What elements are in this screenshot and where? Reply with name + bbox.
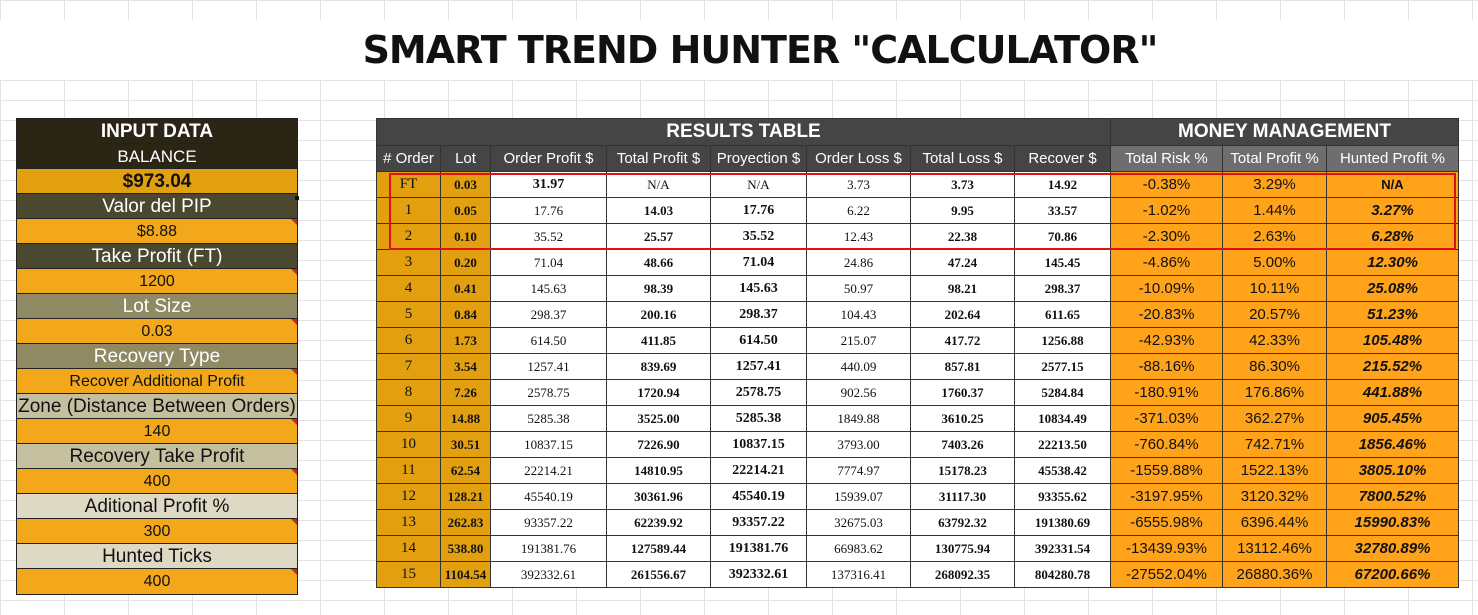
- order-cell[interactable]: 13: [377, 510, 441, 536]
- total-risk-cell[interactable]: -4.86%: [1111, 250, 1223, 276]
- input-data-panel: [16, 118, 298, 595]
- lot-cell[interactable]: 538.80: [441, 536, 491, 562]
- lot-cell[interactable]: 7.26: [441, 380, 491, 406]
- total-loss-cell[interactable]: 3610.25: [911, 406, 1015, 432]
- order-loss-cell[interactable]: 440.09: [807, 354, 911, 380]
- lot-size-cell[interactable]: 0.03: [17, 319, 297, 344]
- table-row: [377, 458, 1459, 484]
- table-row: [377, 432, 1459, 458]
- proyection-cell[interactable]: 10837.15: [711, 432, 807, 458]
- total-profit-col-header: Total Profit $: [607, 146, 711, 172]
- order-profit-cell[interactable]: 17.76: [491, 198, 607, 224]
- table-row: [377, 328, 1459, 354]
- total-profit-cell[interactable]: 200.16: [607, 302, 711, 328]
- order-loss-cell[interactable]: 3793.00: [807, 432, 911, 458]
- total-risk-col-header: Total Risk %: [1111, 146, 1223, 172]
- lot-cell[interactable]: 14.88: [441, 406, 491, 432]
- total-profit-cell[interactable]: 261556.67: [607, 562, 711, 588]
- hunted-profit-cell[interactable]: 1856.46%: [1327, 432, 1459, 458]
- proyection-cell[interactable]: 392332.61: [711, 562, 807, 588]
- total-loss-cell[interactable]: 268092.35: [911, 562, 1015, 588]
- money-management-header: MONEY MANAGEMENT: [1111, 119, 1459, 146]
- order-profit-cell[interactable]: 93357.22: [491, 510, 607, 536]
- lot-cell[interactable]: 0.03: [441, 172, 491, 198]
- total-profit-cell[interactable]: 127589.44: [607, 536, 711, 562]
- hunted-ticks-label: Hunted Ticks: [17, 544, 297, 569]
- order-profit-cell[interactable]: 71.04: [491, 250, 607, 276]
- total-loss-cell[interactable]: 98.21: [911, 276, 1015, 302]
- order-profit-cell[interactable]: 2578.75: [491, 380, 607, 406]
- total-profit-pct-cell[interactable]: 6396.44%: [1223, 510, 1327, 536]
- total-profit-pct-cell[interactable]: 1.44%: [1223, 198, 1327, 224]
- total-risk-cell[interactable]: -27552.04%: [1111, 562, 1223, 588]
- total-profit-cell[interactable]: 839.69: [607, 354, 711, 380]
- lot-cell[interactable]: 0.05: [441, 198, 491, 224]
- recover-cell[interactable]: 70.86: [1015, 224, 1111, 250]
- total-risk-cell[interactable]: -13439.93%: [1111, 536, 1223, 562]
- order-cell[interactable]: 12: [377, 484, 441, 510]
- order-profit-cell[interactable]: 392332.61: [491, 562, 607, 588]
- table-row: [377, 276, 1459, 302]
- order-cell[interactable]: 3: [377, 250, 441, 276]
- hunted-profit-cell[interactable]: 7800.52%: [1327, 484, 1459, 510]
- order-cell[interactable]: 11: [377, 458, 441, 484]
- total-risk-cell[interactable]: -760.84%: [1111, 432, 1223, 458]
- order-profit-cell[interactable]: 298.37: [491, 302, 607, 328]
- total-loss-cell[interactable]: 1760.37: [911, 380, 1015, 406]
- order-loss-cell[interactable]: 24.86: [807, 250, 911, 276]
- recover-cell[interactable]: 5284.84: [1015, 380, 1111, 406]
- proyection-cell[interactable]: 22214.21: [711, 458, 807, 484]
- recover-cell[interactable]: 804280.78: [1015, 562, 1111, 588]
- lot-cell[interactable]: 0.10: [441, 224, 491, 250]
- total-profit-pct-cell[interactable]: 86.30%: [1223, 354, 1327, 380]
- total-profit-cell[interactable]: 30361.96: [607, 484, 711, 510]
- take-profit-label: Take Profit (FT): [17, 244, 297, 269]
- proyection-cell[interactable]: 298.37: [711, 302, 807, 328]
- order-profit-cell[interactable]: 1257.41: [491, 354, 607, 380]
- order-loss-cell[interactable]: 32675.03: [807, 510, 911, 536]
- hunted-profit-cell[interactable]: 25.08%: [1327, 276, 1459, 302]
- order-profit-cell[interactable]: 191381.76: [491, 536, 607, 562]
- total-profit-cell[interactable]: 25.57: [607, 224, 711, 250]
- order-profit-cell[interactable]: 5285.38: [491, 406, 607, 432]
- table-row: [377, 224, 1459, 250]
- table-row: [377, 380, 1459, 406]
- proyection-cell[interactable]: N/A: [711, 172, 807, 198]
- order-loss-col-header: Order Loss $: [807, 146, 911, 172]
- total-profit-pct-cell[interactable]: 42.33%: [1223, 328, 1327, 354]
- lot-cell[interactable]: 62.54: [441, 458, 491, 484]
- lot-col-header: Lot: [441, 146, 491, 172]
- table-row: [377, 250, 1459, 276]
- additional-profit-cell[interactable]: 300: [17, 519, 297, 544]
- cell-fill-handle[interactable]: [295, 196, 299, 200]
- table-row: [377, 198, 1459, 224]
- lot-cell[interactable]: 0.84: [441, 302, 491, 328]
- hunted-profit-cell[interactable]: 51.23%: [1327, 302, 1459, 328]
- table-row: [377, 172, 1459, 198]
- hunted-profit-cell[interactable]: N/A: [1327, 172, 1459, 198]
- recover-cell[interactable]: 10834.49: [1015, 406, 1111, 432]
- total-profit-pct-cell[interactable]: 742.71%: [1223, 432, 1327, 458]
- recovery-type-label: Recovery Type: [17, 344, 297, 369]
- balance-label: BALANCE: [17, 144, 297, 169]
- zone-label: Zone (Distance Between Orders): [18, 396, 296, 417]
- total-profit-cell[interactable]: 411.85: [607, 328, 711, 354]
- total-profit-pct-cell[interactable]: 1522.13%: [1223, 458, 1327, 484]
- order-cell[interactable]: 6: [377, 328, 441, 354]
- order-loss-cell[interactable]: 12.43: [807, 224, 911, 250]
- results-table-header: RESULTS TABLE: [377, 119, 1111, 146]
- order-profit-cell[interactable]: 45540.19: [491, 484, 607, 510]
- hunted-profit-cell[interactable]: 3805.10%: [1327, 458, 1459, 484]
- total-loss-cell[interactable]: 63792.32: [911, 510, 1015, 536]
- hunted-profit-cell[interactable]: 15990.83%: [1327, 510, 1459, 536]
- total-loss-cell[interactable]: 31117.30: [911, 484, 1015, 510]
- lot-cell[interactable]: 0.41: [441, 276, 491, 302]
- hunted-profit-cell[interactable]: 905.45%: [1327, 406, 1459, 432]
- order-cell[interactable]: 15: [377, 562, 441, 588]
- order-loss-cell[interactable]: 215.07: [807, 328, 911, 354]
- order-profit-cell[interactable]: 10837.15: [491, 432, 607, 458]
- lot-cell[interactable]: 1.73: [441, 328, 491, 354]
- table-row: [377, 484, 1459, 510]
- order-loss-cell[interactable]: 902.56: [807, 380, 911, 406]
- lot-cell[interactable]: 0.20: [441, 250, 491, 276]
- table-row: [377, 510, 1459, 536]
- lot-cell[interactable]: 262.83: [441, 510, 491, 536]
- total-loss-cell[interactable]: 130775.94: [911, 536, 1015, 562]
- order-loss-cell[interactable]: 50.97: [807, 276, 911, 302]
- recover-cell[interactable]: 145.45: [1015, 250, 1111, 276]
- order-cell[interactable]: 2: [377, 224, 441, 250]
- proyection-cell[interactable]: 17.76: [711, 198, 807, 224]
- total-profit-cell[interactable]: 14810.95: [607, 458, 711, 484]
- proyection-cell[interactable]: 71.04: [711, 250, 807, 276]
- proyection-cell[interactable]: 145.63: [711, 276, 807, 302]
- order-cell[interactable]: 10: [377, 432, 441, 458]
- recover-cell[interactable]: 1256.88: [1015, 328, 1111, 354]
- proyection-cell[interactable]: 5285.38: [711, 406, 807, 432]
- lot-cell[interactable]: 3.54: [441, 354, 491, 380]
- total-profit-pct-cell[interactable]: 3120.32%: [1223, 484, 1327, 510]
- total-loss-cell[interactable]: 9.95: [911, 198, 1015, 224]
- order-cell[interactable]: 1: [377, 198, 441, 224]
- total-profit-pct-cell[interactable]: 5.00%: [1223, 250, 1327, 276]
- proyection-cell[interactable]: 614.50: [711, 328, 807, 354]
- order-col-header: # Order: [377, 146, 441, 172]
- total-profit-cell[interactable]: 98.39: [607, 276, 711, 302]
- order-profit-cell[interactable]: 22214.21: [491, 458, 607, 484]
- order-cell[interactable]: 7: [377, 354, 441, 380]
- recover-cell[interactable]: 33.57: [1015, 198, 1111, 224]
- total-loss-cell[interactable]: 417.72: [911, 328, 1015, 354]
- proyection-cell[interactable]: 93357.22: [711, 510, 807, 536]
- total-risk-cell[interactable]: -42.93%: [1111, 328, 1223, 354]
- recover-col-header: Recover $: [1015, 146, 1111, 172]
- hunted-profit-cell[interactable]: 12.30%: [1327, 250, 1459, 276]
- total-profit-cell[interactable]: 1720.94: [607, 380, 711, 406]
- hunted-profit-cell[interactable]: 67200.66%: [1327, 562, 1459, 588]
- recover-cell[interactable]: 22213.50: [1015, 432, 1111, 458]
- total-risk-cell[interactable]: -2.30%: [1111, 224, 1223, 250]
- total-risk-cell[interactable]: -1559.88%: [1111, 458, 1223, 484]
- total-risk-cell[interactable]: -3197.95%: [1111, 484, 1223, 510]
- balance-value-cell[interactable]: $973.04: [17, 169, 297, 194]
- total-loss-cell[interactable]: 202.64: [911, 302, 1015, 328]
- input-data-header: INPUT DATA: [17, 119, 297, 144]
- order-cell[interactable]: 4: [377, 276, 441, 302]
- pip-value-cell[interactable]: $8.88: [17, 219, 297, 244]
- total-loss-cell[interactable]: 7403.26: [911, 432, 1015, 458]
- hunted-ticks-cell[interactable]: 400: [17, 569, 297, 594]
- hunted-profit-cell[interactable]: 6.28%: [1327, 224, 1459, 250]
- total-profit-cell[interactable]: 48.66: [607, 250, 711, 276]
- proyection-cell[interactable]: 1257.41: [711, 354, 807, 380]
- table-row: [377, 536, 1459, 562]
- order-profit-cell[interactable]: 614.50: [491, 328, 607, 354]
- proyection-cell[interactable]: 191381.76: [711, 536, 807, 562]
- lot-cell[interactable]: 30.51: [441, 432, 491, 458]
- recover-cell[interactable]: 191380.69: [1015, 510, 1111, 536]
- lot-cell[interactable]: 1104.54: [441, 562, 491, 588]
- hunted-profit-cell[interactable]: 215.52%: [1327, 354, 1459, 380]
- pip-value-label: Valor del PIP: [17, 194, 297, 219]
- hunted-profit-cell[interactable]: 105.48%: [1327, 328, 1459, 354]
- total-loss-cell[interactable]: 47.24: [911, 250, 1015, 276]
- recover-cell[interactable]: 298.37: [1015, 276, 1111, 302]
- table-row: [377, 354, 1459, 380]
- hunted-profit-cell[interactable]: 32780.89%: [1327, 536, 1459, 562]
- total-profit-pct-cell[interactable]: 362.27%: [1223, 406, 1327, 432]
- recover-cell[interactable]: 14.92: [1015, 172, 1111, 198]
- order-cell[interactable]: FT: [377, 172, 441, 198]
- total-profit-pct-cell[interactable]: 26880.36%: [1223, 562, 1327, 588]
- total-profit-cell[interactable]: 14.03: [607, 198, 711, 224]
- order-loss-cell[interactable]: 7774.97: [807, 458, 911, 484]
- recovery-take-profit-label: Recovery Take Profit: [17, 444, 297, 469]
- recover-cell[interactable]: 93355.62: [1015, 484, 1111, 510]
- recover-cell[interactable]: 45538.42: [1015, 458, 1111, 484]
- total-risk-cell[interactable]: -1.02%: [1111, 198, 1223, 224]
- order-loss-cell[interactable]: 3.73: [807, 172, 911, 198]
- total-profit-pct-cell[interactable]: 2.63%: [1223, 224, 1327, 250]
- table-row: [377, 562, 1459, 588]
- order-profit-col-header: Order Profit $: [491, 146, 607, 172]
- total-profit-pct-cell[interactable]: 10.11%: [1223, 276, 1327, 302]
- total-profit-cell[interactable]: N/A: [607, 172, 711, 198]
- order-profit-cell[interactable]: 35.52: [491, 224, 607, 250]
- recover-cell[interactable]: 611.65: [1015, 302, 1111, 328]
- lot-size-label: Lot Size: [17, 294, 297, 319]
- page-title: SMART TREND HUNTER "CALCULATOR": [0, 20, 1478, 80]
- total-profit-cell[interactable]: 7226.90: [607, 432, 711, 458]
- order-profit-cell[interactable]: 31.97: [491, 172, 607, 198]
- proyection-cell[interactable]: 2578.75: [711, 380, 807, 406]
- total-profit-cell[interactable]: 62239.92: [607, 510, 711, 536]
- total-risk-cell[interactable]: -20.83%: [1111, 302, 1223, 328]
- take-profit-cell[interactable]: 1200: [17, 269, 297, 294]
- recovery-take-profit-cell[interactable]: 400: [17, 469, 297, 494]
- total-risk-cell[interactable]: -6555.98%: [1111, 510, 1223, 536]
- total-loss-cell[interactable]: 15178.23: [911, 458, 1015, 484]
- order-loss-cell[interactable]: 104.43: [807, 302, 911, 328]
- proyection-col-header: Proyection $: [711, 146, 807, 172]
- lot-cell[interactable]: 128.21: [441, 484, 491, 510]
- proyection-cell[interactable]: 35.52: [711, 224, 807, 250]
- recover-cell[interactable]: 2577.15: [1015, 354, 1111, 380]
- order-loss-cell[interactable]: 66983.62: [807, 536, 911, 562]
- order-cell[interactable]: 5: [377, 302, 441, 328]
- total-profit-pct-cell[interactable]: 3.29%: [1223, 172, 1327, 198]
- total-profit-cell[interactable]: 3525.00: [607, 406, 711, 432]
- total-profit-pct-cell[interactable]: 20.57%: [1223, 302, 1327, 328]
- order-loss-cell[interactable]: 1849.88: [807, 406, 911, 432]
- zone-cell[interactable]: 140: [17, 419, 297, 444]
- total-risk-cell[interactable]: -0.38%: [1111, 172, 1223, 198]
- additional-profit-label: Aditional Profit %: [17, 494, 297, 519]
- order-loss-cell[interactable]: 15939.07: [807, 484, 911, 510]
- hunted-profit-cell[interactable]: 441.88%: [1327, 380, 1459, 406]
- total-loss-cell[interactable]: 22.38: [911, 224, 1015, 250]
- total-profit-pct-cell[interactable]: 176.86%: [1223, 380, 1327, 406]
- total-profit-pct-col-header: Total Profit %: [1223, 146, 1327, 172]
- total-risk-cell[interactable]: -10.09%: [1111, 276, 1223, 302]
- recover-cell[interactable]: 392331.54: [1015, 536, 1111, 562]
- hunted-profit-cell[interactable]: 3.27%: [1327, 198, 1459, 224]
- total-profit-pct-cell[interactable]: 13112.46%: [1223, 536, 1327, 562]
- order-cell[interactable]: 8: [377, 380, 441, 406]
- order-loss-cell[interactable]: 137316.41: [807, 562, 911, 588]
- results-table: [376, 118, 1459, 588]
- table-row: [377, 406, 1459, 432]
- table-row: [377, 302, 1459, 328]
- total-risk-cell[interactable]: -371.03%: [1111, 406, 1223, 432]
- proyection-cell[interactable]: 45540.19: [711, 484, 807, 510]
- order-cell[interactable]: 14: [377, 536, 441, 562]
- recovery-type-cell[interactable]: Recover Additional Profit: [17, 369, 297, 394]
- total-loss-col-header: Total Loss $: [911, 146, 1015, 172]
- total-loss-cell[interactable]: 857.81: [911, 354, 1015, 380]
- total-risk-cell[interactable]: -88.16%: [1111, 354, 1223, 380]
- total-risk-cell[interactable]: -180.91%: [1111, 380, 1223, 406]
- order-profit-cell[interactable]: 145.63: [491, 276, 607, 302]
- order-cell[interactable]: 9: [377, 406, 441, 432]
- hunted-profit-col-header: Hunted Profit %: [1327, 146, 1459, 172]
- total-loss-cell[interactable]: 3.73: [911, 172, 1015, 198]
- order-loss-cell[interactable]: 6.22: [807, 198, 911, 224]
